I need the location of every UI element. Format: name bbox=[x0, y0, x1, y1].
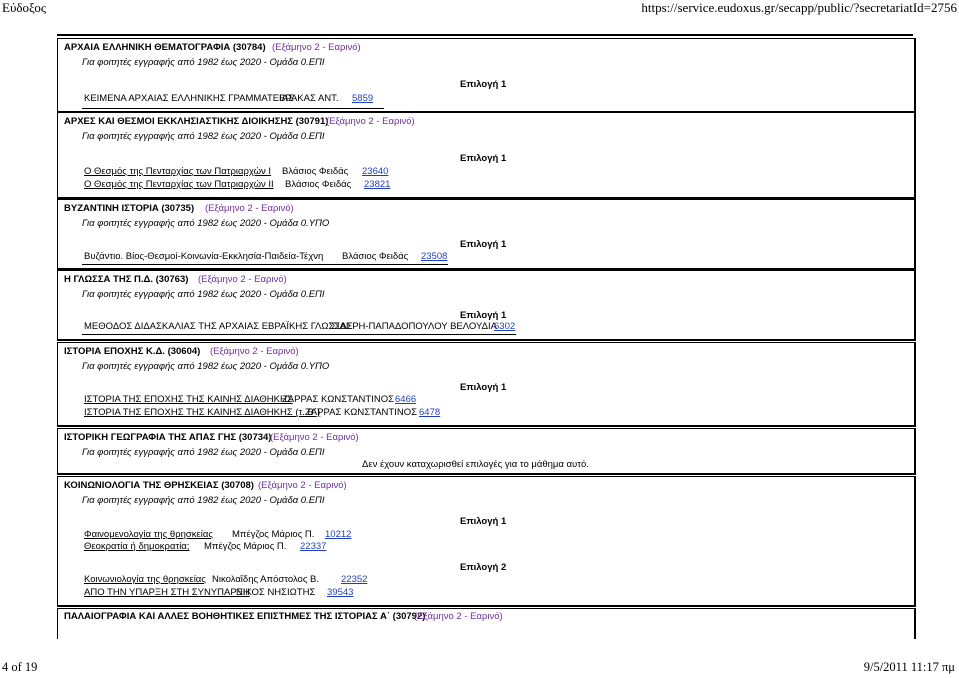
book-row-underline bbox=[82, 264, 448, 265]
course-group: Για φοιτητές εγγραφής από 1982 έως 2020 - Ομάδα 0.ΕΠΙ bbox=[82, 289, 325, 300]
option-label: Επιλογή 1 bbox=[460, 239, 507, 250]
course-group: Για φοιτητές εγγραφής από 1982 έως 2020 - Ομάδα 0.ΥΠΟ bbox=[82, 218, 330, 229]
book-title[interactable]: Φαινομενολογία της θρησκείας bbox=[84, 529, 213, 540]
book-author: Νικολαΐδης Απόστολος Β. bbox=[212, 574, 320, 585]
print-footer-page: 4 of 19 bbox=[2, 660, 38, 674]
book-row-underline bbox=[82, 334, 516, 335]
book-author: Βλάσιος Φειδάς bbox=[285, 179, 352, 190]
book-author: ΖΑΡΡΑΣ ΚΩΝΣΤΑΝΤΙΝΟΣ bbox=[305, 407, 417, 418]
empty-options-note: Δεν έχουν καταχωρισθεί επιλογές για το μάθημα αυτό. bbox=[362, 459, 589, 470]
course-title: ΚΟΙΝΩΝΙΟΛΟΓΙΑ ΤΗΣ ΘΡΗΣΚΕΙΑΣ (30708) bbox=[64, 480, 254, 491]
book-code-link[interactable]: 22337 bbox=[300, 541, 327, 552]
course-semester: (Εξάμηνο 2 - Εαρινό) bbox=[272, 42, 361, 53]
course-semester: (Εξάμηνο 2 - Εαρινό) bbox=[205, 203, 294, 214]
print-header-url: https://service.eudoxus.gr/secapp/public/?secretariatId=2756 bbox=[641, 0, 957, 15]
option-label: Επιλογή 2 bbox=[460, 562, 507, 573]
option-label: Επιλογή 1 bbox=[460, 153, 507, 164]
course-title: ΙΣΤΟΡΙΑ ΕΠΟΧΗΣ Κ.Δ. (30604) bbox=[64, 346, 201, 357]
book-code-link[interactable]: 6466 bbox=[395, 394, 417, 405]
book-code-link[interactable]: 5859 bbox=[352, 93, 374, 104]
course-title: ΙΣΤΟΡΙΚΗ ΓΕΩΓΡΑΦΙΑ ΤΗΣ ΑΠΑΣ ΓΗΣ (30734) bbox=[64, 432, 272, 443]
book-code-link[interactable]: 10212 bbox=[325, 529, 352, 540]
course-semester: (Εξάμηνο 2 - Εαρινό) bbox=[210, 346, 299, 357]
book-author: ΒΡΑΚΑΣ ΑΝΤ. bbox=[279, 93, 339, 104]
table-top-border bbox=[57, 34, 913, 36]
book-author: ΣΙΔΕΡΗ-ΠΑΠΑΔΟΠΟΥΛΟΥ ΒΕΛΟΥΔΙΑ bbox=[331, 321, 497, 332]
option-label: Επιλογή 1 bbox=[460, 79, 507, 90]
course-title: ΑΡΧΕΣ ΚΑΙ ΘΕΣΜΟΙ ΕΚΚΛΗΣΙΑΣΤΙΚΗΣ ΔΙΟΙΚΗΣΗΣ (30791) bbox=[64, 116, 329, 127]
course-semester: (Εξάμηνο 2 - Εαρινό) bbox=[198, 274, 287, 285]
book-row-underline bbox=[82, 108, 384, 109]
book-title[interactable]: ΙΣΤΟΡΙΑ ΤΗΣ ΕΠΟΧΗΣ ΤΗΣ ΚΑΙΝΗΣ ΔΙΑΘΗΚΗΣ (τ. Β΄) bbox=[84, 407, 321, 418]
course-semester: (Εξάμηνο 2 - Εαρινό) bbox=[414, 611, 503, 622]
course-semester: (Εξάμηνο 2 - Εαρινό) bbox=[270, 432, 359, 443]
course-title: Η ΓΛΩΣΣΑ ΤΗΣ Π.Δ. (30763) bbox=[64, 274, 189, 285]
course-group: Για φοιτητές εγγραφής από 1982 έως 2020 - Ομάδα 0.ΥΠΟ bbox=[82, 361, 330, 372]
book-author: Βλάσιος Φειδάς bbox=[282, 166, 349, 177]
course-group: Για φοιτητές εγγραφής από 1982 έως 2020 - Ομάδα 0.ΕΠΙ bbox=[82, 447, 325, 458]
book-code-link[interactable]: 6478 bbox=[419, 407, 441, 418]
course-title: ΑΡΧΑΙΑ ΕΛΛΗΝΙΚΗ ΘΕΜΑΤΟΓΡΑΦΙΑ (30784) bbox=[64, 42, 266, 53]
course-group: Για φοιτητές εγγραφής από 1982 έως 2020 - Ομάδα 0.ΕΠΙ bbox=[82, 495, 325, 506]
book-code-link[interactable]: 23640 bbox=[362, 166, 389, 177]
print-footer-datetime: 9/5/2011 11:17 πμ bbox=[863, 660, 955, 674]
book-title[interactable]: Θεοκρατία ή δημοκρατία; bbox=[84, 541, 190, 552]
print-header-title: Εύδοξος bbox=[2, 0, 46, 15]
book-title[interactable]: ΑΠΟ ΤΗΝ ΥΠΑΡΞΗ ΣΤΗ ΣΥΝΥΠΑΡΞΗ bbox=[84, 587, 250, 598]
option-label: Επιλογή 1 bbox=[460, 516, 507, 527]
book-author: Βλάσιος Φειδάς bbox=[342, 251, 409, 262]
book-title[interactable]: Κοινωνιολογία της θρησκείας bbox=[84, 574, 206, 585]
book-author: ΝΙΚΟΣ ΝΗΣΙΩΤΗΣ bbox=[236, 587, 316, 598]
option-label: Επιλογή 1 bbox=[460, 310, 507, 321]
book-code-link[interactable]: 23508 bbox=[421, 251, 448, 262]
book-code-link[interactable]: 23821 bbox=[364, 179, 391, 190]
course-semester: (Εξάμηνο 2 - Εαρινό) bbox=[326, 116, 415, 127]
book-author: Μπέγζος Μάριος Π. bbox=[204, 541, 287, 552]
book-title[interactable]: Βυζάντιο. Βίος-Θεσμοί-Κοινωνία-Εκκλησία-Παιδεία-Τέχνη bbox=[84, 251, 324, 262]
book-title[interactable]: ΜΕΘΟΔΟΣ ΔΙΔΑΣΚΑΛΙΑΣ ΤΗΣ ΑΡΧΑΙΑΣ ΕΒΡΑΪΚΗΣ ΓΛΩΣΣΑΣ bbox=[84, 321, 353, 332]
course-semester: (Εξάμηνο 2 - Εαρινό) bbox=[258, 480, 347, 491]
option-label: Επιλογή 1 bbox=[460, 382, 507, 393]
course-title: ΠΑΛΑΙΟΓΡΑΦΙΑ ΚΑΙ ΑΛΛΕΣ ΒΟΗΘΗΤΙΚΕΣ ΕΠΙΣΤΗΜΕΣ ΤΗΣ ΙΣΤΟΡΙΑΣ Α΄ (30792) bbox=[64, 611, 426, 622]
book-code-link[interactable]: 6302 bbox=[494, 321, 516, 332]
course-group: Για φοιτητές εγγραφής από 1982 έως 2020 - Ομάδα 0.ΕΠΙ bbox=[82, 57, 325, 68]
book-title[interactable]: ΚΕΙΜΕΝΑ ΑΡΧΑΙΑΣ ΕΛΛΗΝΙΚΗΣ ΓΡΑΜΜΑΤΕΙΑΣ bbox=[84, 93, 294, 104]
book-title[interactable]: Ο Θεσμός της Πενταρχίας των Πατριαρχών I bbox=[84, 166, 272, 177]
course-title: ΒΥΖΑΝΤΙΝΗ ΙΣΤΟΡΙΑ (30735) bbox=[64, 203, 195, 214]
course-group: Για φοιτητές εγγραφής από 1982 έως 2020 - Ομάδα 0.ΕΠΙ bbox=[82, 131, 325, 142]
book-title[interactable]: Ο Θεσμός της Πενταρχίας των Πατριαρχών II bbox=[84, 179, 274, 190]
book-author: Μπέγζος Μάριος Π. bbox=[232, 529, 315, 540]
book-code-link[interactable]: 39543 bbox=[327, 587, 354, 598]
book-title[interactable]: ΙΣΤΟΡΙΑ ΤΗΣ ΕΠΟΧΗΣ ΤΗΣ ΚΑΙΝΗΣ ΔΙΑΘΗΚΗΣ bbox=[84, 394, 293, 405]
book-author: ΖΑΡΡΑΣ ΚΩΝΣΤΑΝΤΙΝΟΣ bbox=[282, 394, 394, 405]
book-code-link[interactable]: 22352 bbox=[341, 574, 368, 585]
